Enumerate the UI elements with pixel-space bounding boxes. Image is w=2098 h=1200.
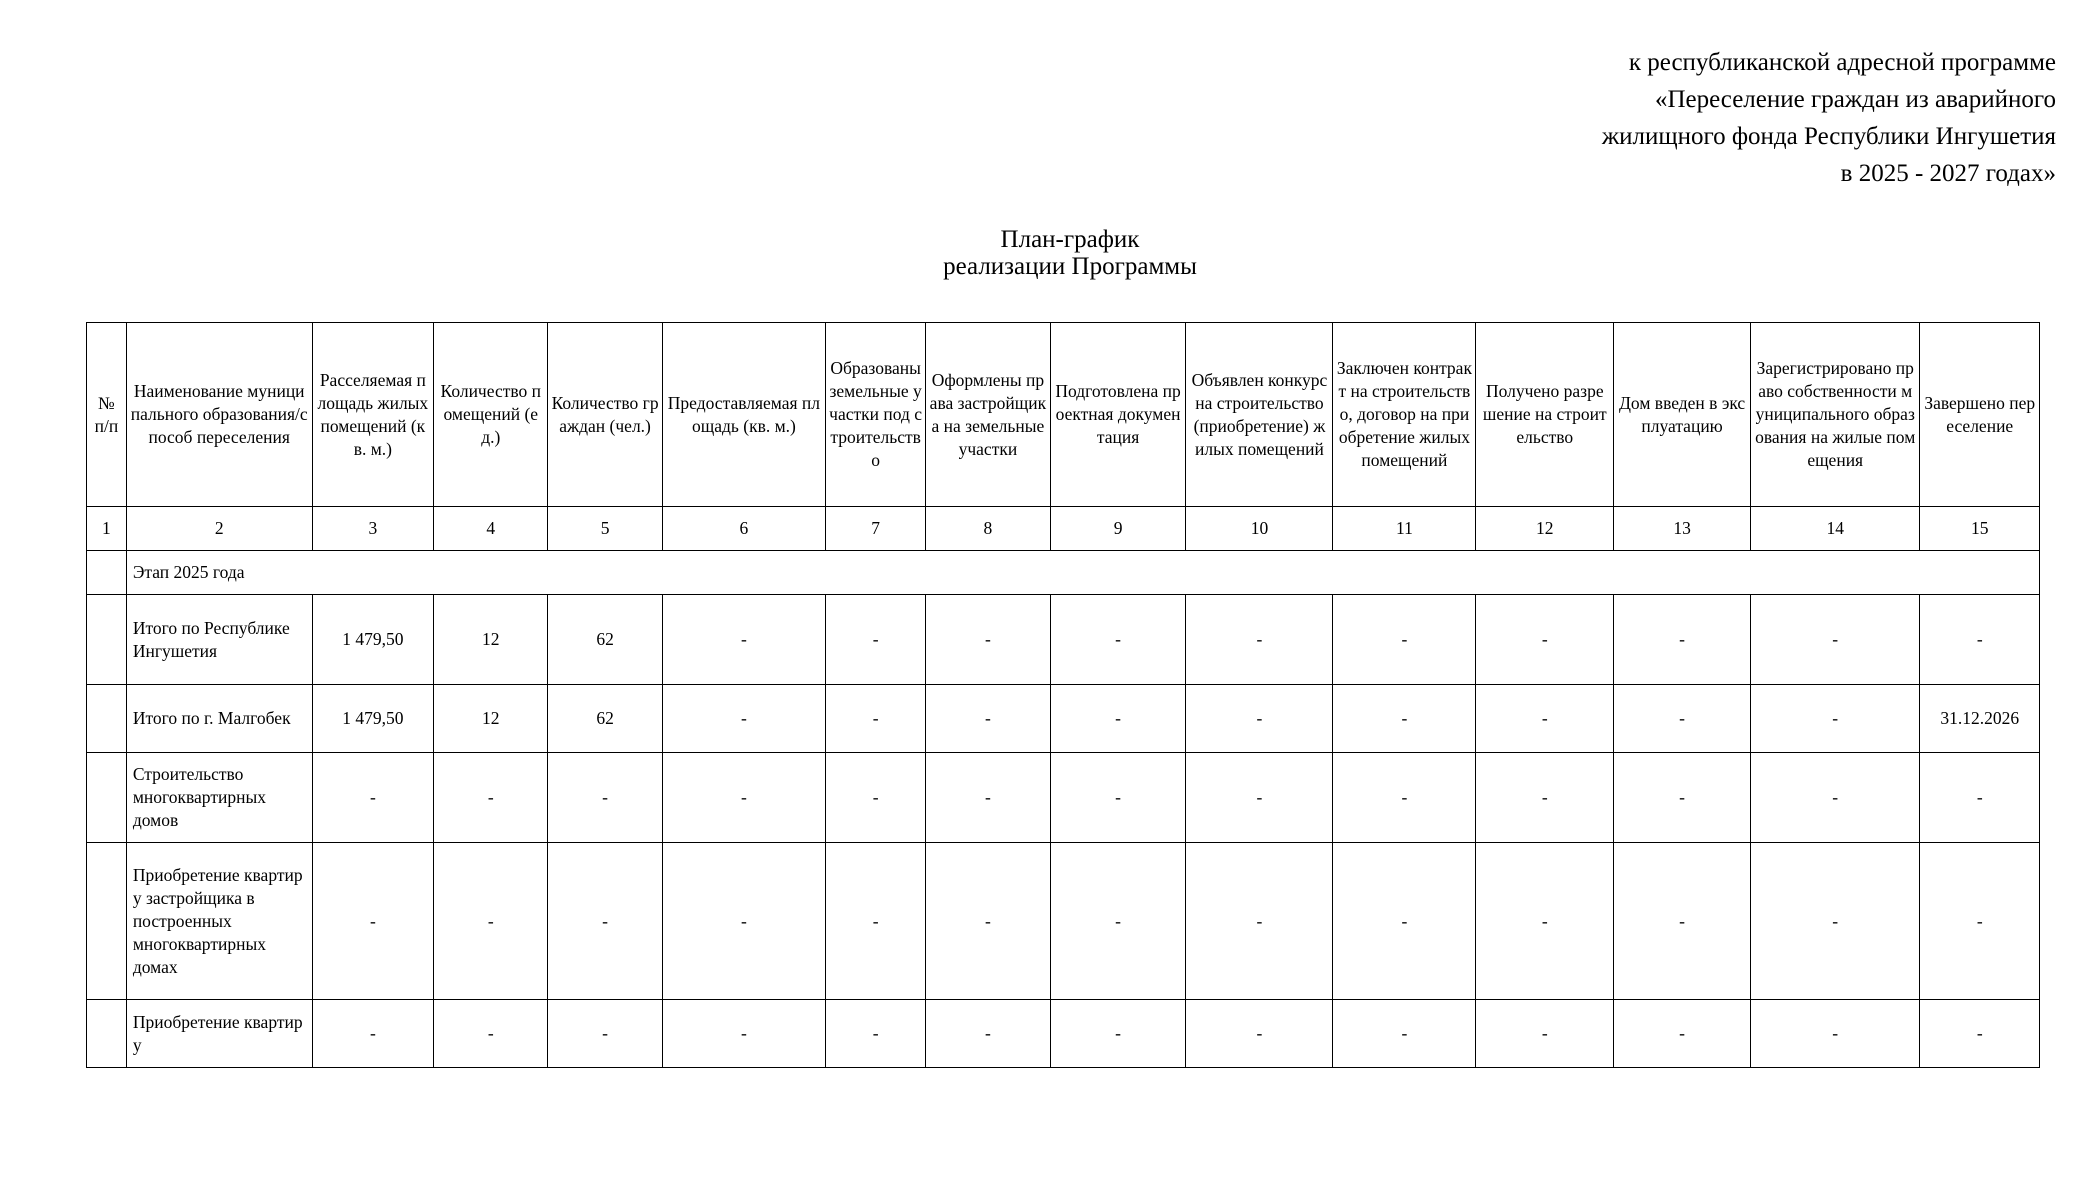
row-name-cell: Итого по г. Малгобек <box>126 685 312 753</box>
value-cell: - <box>1333 753 1476 843</box>
value-cell: - <box>1050 685 1186 753</box>
appendix-line: «Переселение граждан из аварийного <box>1654 86 2056 113</box>
appendix-line: жилищного фонда Республики Ингушетия <box>1601 123 2056 150</box>
schedule-table <box>86 322 2040 1068</box>
column-number: 10 <box>1186 507 1333 551</box>
value-cell: - <box>826 595 926 685</box>
row-number-cell <box>87 1000 127 1068</box>
value-cell: - <box>1186 843 1333 1000</box>
stage-label: Этап 2025 года <box>126 551 2039 595</box>
header-cell: Оформлены права застройщика на земельные участки <box>926 323 1051 507</box>
value-cell: - <box>926 595 1051 685</box>
value-cell: - <box>1333 843 1476 1000</box>
header-cell: Образованы земельные участки под строительство <box>826 323 926 507</box>
column-number: 5 <box>548 507 662 551</box>
value-cell: - <box>1476 685 1614 753</box>
value-cell: - <box>662 1000 825 1068</box>
table-row <box>87 1000 2040 1068</box>
document-title <box>0 226 2098 280</box>
value-cell: - <box>1050 1000 1186 1068</box>
value-cell: - <box>826 753 926 843</box>
header-cell: № п/п <box>87 323 127 507</box>
value-cell: - <box>1614 595 1751 685</box>
header-cell: Завершено переселение <box>1920 323 2040 507</box>
header-cell: Расселяемая площадь жилых помещений (кв. м.) <box>312 323 433 507</box>
column-number: 11 <box>1333 507 1476 551</box>
value-cell: 62 <box>548 685 662 753</box>
stage-row <box>87 551 2040 595</box>
value-cell: 12 <box>434 595 548 685</box>
header-cell: Количество граждан (чел.) <box>548 323 662 507</box>
column-number: 2 <box>126 507 312 551</box>
value-cell: - <box>1476 595 1614 685</box>
value-cell: 62 <box>548 595 662 685</box>
row-number-cell <box>87 685 127 753</box>
table-row <box>87 843 2040 1000</box>
column-number: 6 <box>662 507 825 551</box>
value-cell: - <box>926 685 1051 753</box>
header-cell: Заключен контракт на строительство, договор на приобретение жилых помещений <box>1333 323 1476 507</box>
value-cell: - <box>662 685 825 753</box>
table-header <box>87 323 2040 507</box>
value-cell: - <box>312 1000 433 1068</box>
value-cell: - <box>1920 1000 2040 1068</box>
appendix-line: к республиканской адресной программе <box>1628 49 2056 76</box>
value-cell: - <box>1333 595 1476 685</box>
value-cell: - <box>1750 753 1919 843</box>
value-cell: - <box>312 843 433 1000</box>
value-cell: - <box>434 1000 548 1068</box>
value-cell: - <box>1333 1000 1476 1068</box>
value-cell: - <box>1614 843 1751 1000</box>
value-cell: - <box>662 753 825 843</box>
value-cell: - <box>1050 595 1186 685</box>
value-cell: - <box>1750 595 1919 685</box>
value-cell: - <box>434 843 548 1000</box>
value-cell: 1 479,50 <box>312 595 433 685</box>
column-number: 7 <box>826 507 926 551</box>
appendix-note <box>1296 44 2056 192</box>
header-row <box>87 323 2040 507</box>
value-cell: - <box>1614 1000 1751 1068</box>
value-cell: - <box>1614 753 1751 843</box>
header-cell: Дом введен в эксплуатацию <box>1614 323 1751 507</box>
stage-number-cell <box>87 551 127 595</box>
value-cell: - <box>662 843 825 1000</box>
row-number-cell <box>87 843 127 1000</box>
value-cell: 1 479,50 <box>312 685 433 753</box>
value-cell: - <box>1186 595 1333 685</box>
table-row <box>87 595 2040 685</box>
row-name-cell: Приобретение квартир у <box>126 1000 312 1068</box>
value-cell: 31.12.2026 <box>1920 685 2040 753</box>
value-cell: 12 <box>434 685 548 753</box>
value-cell: - <box>926 843 1051 1000</box>
value-cell: - <box>1750 685 1919 753</box>
value-cell: - <box>1186 685 1333 753</box>
table-row <box>87 685 2040 753</box>
header-cell: Подготовлена проектная документация <box>1050 323 1186 507</box>
row-number-cell <box>87 753 127 843</box>
value-cell: - <box>1050 843 1186 1000</box>
value-cell: - <box>1750 1000 1919 1068</box>
column-number: 9 <box>1050 507 1186 551</box>
value-cell: - <box>1614 685 1751 753</box>
header-cell: Количество помещений (ед.) <box>434 323 548 507</box>
table-body <box>87 507 2040 1068</box>
column-number: 4 <box>434 507 548 551</box>
value-cell: - <box>1920 753 2040 843</box>
value-cell: - <box>662 595 825 685</box>
row-number-cell <box>87 595 127 685</box>
header-cell: Зарегистрировано право собственности муниципального образования на жилые помещения <box>1750 323 1919 507</box>
header-cell: Предоставляемая площадь (кв. м.) <box>662 323 825 507</box>
value-cell: - <box>548 843 662 1000</box>
value-cell: - <box>1333 685 1476 753</box>
value-cell: - <box>926 753 1051 843</box>
value-cell: - <box>1476 1000 1614 1068</box>
value-cell: - <box>312 753 433 843</box>
row-name-cell: Приобретение квартир у застройщика в построенных многоквартирных домах <box>126 843 312 1000</box>
value-cell: - <box>926 1000 1051 1068</box>
value-cell: - <box>548 1000 662 1068</box>
column-number: 13 <box>1614 507 1751 551</box>
value-cell: - <box>826 685 926 753</box>
column-number: 14 <box>1750 507 1919 551</box>
table-row <box>87 753 2040 843</box>
value-cell: - <box>1050 753 1186 843</box>
value-cell: - <box>826 843 926 1000</box>
value-cell: - <box>1186 1000 1333 1068</box>
value-cell: - <box>1186 753 1333 843</box>
value-cell: - <box>1476 753 1614 843</box>
column-number: 8 <box>926 507 1051 551</box>
header-cell: Получено разрешение на строительство <box>1476 323 1614 507</box>
value-cell: - <box>1920 595 2040 685</box>
value-cell: - <box>1920 843 2040 1000</box>
column-number: 1 <box>87 507 127 551</box>
appendix-line: в 2025 - 2027 годах» <box>1840 160 2056 187</box>
title-line: реализации Программы <box>943 253 1197 280</box>
value-cell: - <box>434 753 548 843</box>
row-name-cell: Строительство многоквартирных домов <box>126 753 312 843</box>
value-cell: - <box>826 1000 926 1068</box>
header-cell: Наименование муниципального образования/способ переселения <box>126 323 312 507</box>
column-number: 12 <box>1476 507 1614 551</box>
header-cell: Объявлен конкурс на строительство (приобретение) жилых помещений <box>1186 323 1333 507</box>
column-number-row <box>87 507 2040 551</box>
title-line: План-график <box>1000 226 1140 253</box>
value-cell: - <box>548 753 662 843</box>
column-number: 3 <box>312 507 433 551</box>
value-cell: - <box>1750 843 1919 1000</box>
value-cell: - <box>1476 843 1614 1000</box>
row-name-cell: Итого по Республике Ингушетия <box>126 595 312 685</box>
column-number: 15 <box>1920 507 2040 551</box>
